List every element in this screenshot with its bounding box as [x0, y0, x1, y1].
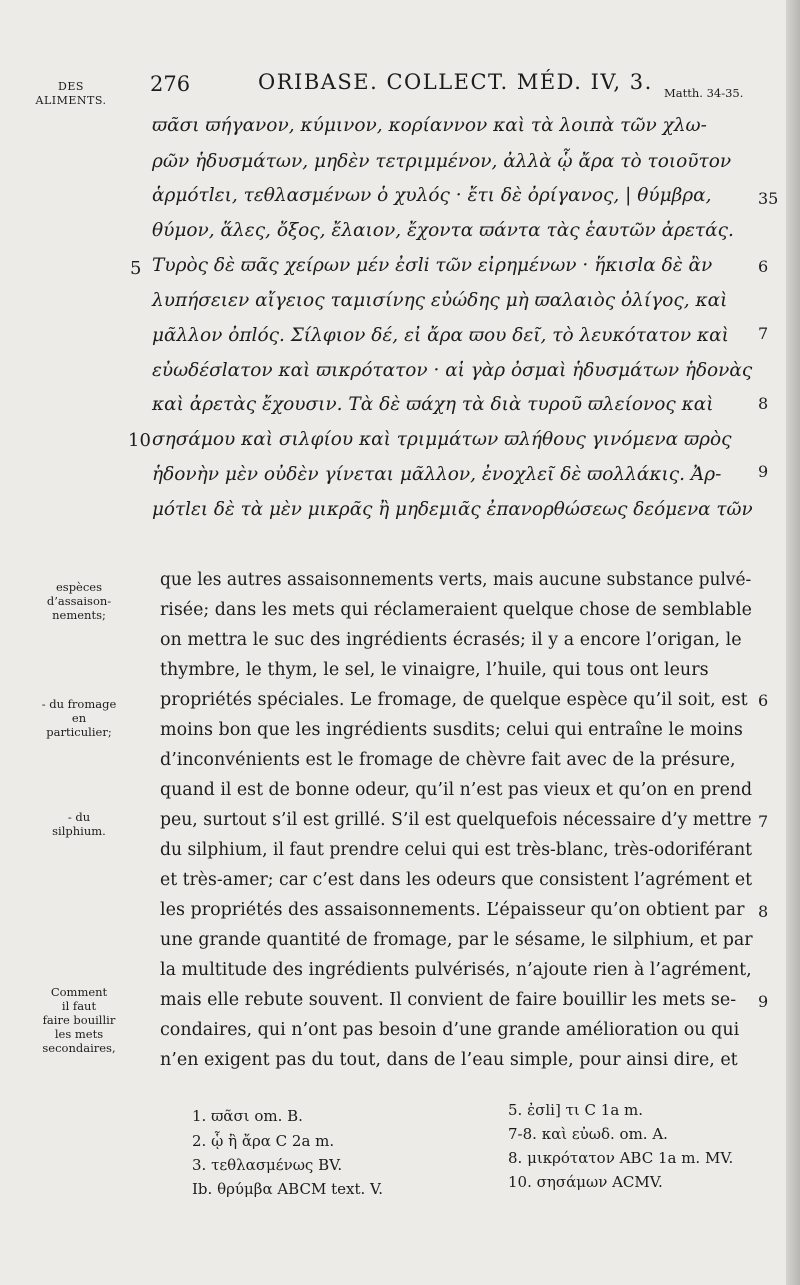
margin-note-line: - du [67, 810, 91, 824]
margin-note-line: nements; [52, 608, 106, 622]
french-line: mais elle rebute souvent. Il convient de faire bouillir les mets se- [160, 990, 737, 1010]
french-line: condaires, qui n’ont pas besoin d’une grande amélioration ou qui [160, 1020, 740, 1040]
footnote: 5. ἐσli] τι C 1a m. [508, 1101, 644, 1119]
section-number: 6 [758, 691, 769, 710]
section-number: 9 [758, 462, 769, 481]
greek-line: σησάμου καὶ σιλφίου καὶ τριμμάτων ϖλήθους γινόμενα ϖρὸς [152, 429, 732, 450]
section-number: 8 [758, 394, 769, 413]
footnote: 10. σησάμων ACMV. [508, 1173, 663, 1191]
french-line: quand il est de bonne odeur, qu’il n’est pas vieux et qu’on en prend [160, 780, 753, 800]
section-label-line: DES [58, 80, 84, 93]
french-line: une grande quantité de fromage, par le sésame, le silphium, et par [160, 930, 753, 950]
french-line: les propriétés des assaisonnements. L’épaisseur qu’on obtient par [160, 900, 745, 920]
french-line: la multitude des ingrédients pulvérisés, n’ajoute rien à l’agrément, [160, 960, 752, 980]
french-line: peu, surtout s’il est grillé. S’il est quelquefois nécessaire d’y mettre [160, 810, 752, 830]
margin-note-line: Comment [50, 985, 108, 999]
greek-line: Τυρὸς δὲ ϖᾶς χείρων μέν ἐσli τῶν εἰρημένων · ἥκισlα δὲ ἂν [152, 255, 713, 276]
greek-line: μότlει δὲ τὰ μὲν μικρᾶς ἢ μηδεμιᾶς ἐπανορθώσεως δεόμενα τῶν [152, 499, 753, 520]
margin-note [34, 697, 124, 739]
section-label [30, 80, 112, 108]
section-number: 6 [758, 257, 769, 276]
margin-note-line: secondaires, [42, 1041, 116, 1055]
margin-note-line: il faut [61, 999, 97, 1013]
section-number: 7 [758, 812, 769, 831]
margin-note-line: silphium. [52, 824, 106, 838]
section-number: 8 [758, 902, 769, 921]
greek-line: ϖᾶσι ϖήγανον, κύμινον, κορίαννον καὶ τὰ λοιπὰ τῶν χλω- [152, 115, 707, 136]
margin-note [34, 985, 124, 1055]
french-line: d’inconvénients est le fromage de chèvre fait avec de la présure, [160, 750, 736, 770]
greek-line: ἁρμότlει, τεθλασμένων ὁ χυλός · ἔτι δὲ ὀρίγανος, | θύμβρα, [152, 185, 712, 206]
margin-note-line: particulier; [46, 725, 112, 739]
margin-note-line: - du fromage [41, 697, 117, 711]
greek-line: θύμον, ἅλες, ὄξος, ἔλαιον, ἔχοντα ϖάντα τὰς ἑαυτῶν ἀρετάς. [152, 220, 734, 241]
line-number: 5 [130, 258, 142, 279]
margin-note-line: espèces [55, 580, 103, 594]
french-line: moins bon que les ingrédients susdits; celui qui entraîne le moins [160, 720, 743, 740]
margin-note-line: faire bouillir [42, 1013, 116, 1027]
footnote: 2. ᾧ ἢ ἄρα C 2a m. [192, 1132, 335, 1150]
french-line: du silphium, il faut prendre celui qui est très-blanc, très-odoriférant [160, 840, 753, 860]
edition-reference: Matth. 34-35. [664, 86, 744, 100]
section-number: 35 [758, 189, 779, 208]
french-line: que les autres assaisonnements verts, mais aucune substance pulvé- [160, 570, 752, 590]
margin-note [34, 810, 124, 838]
margin-note-line: d’assaison- [46, 594, 112, 608]
margin-note-line: en [71, 711, 87, 725]
greek-line: μᾶλλον ὀπlός. Σίλφιον δέ, εἰ ἄρα ϖου δεῖ, τὸ λευκότατον καὶ [152, 325, 729, 346]
section-label-line: ALIMENTS. [35, 94, 107, 107]
french-line: n’en exigent pas du tout, dans de l’eau simple, pour ainsi dire, et [160, 1050, 738, 1070]
footnote: 7-8. καὶ εὐωδ. om. A. [508, 1125, 668, 1143]
margin-note [34, 580, 124, 622]
section-number: 7 [758, 324, 769, 343]
footnote: 8. μικρότατον ABC 1a m. MV. [508, 1149, 734, 1167]
french-line: on mettra le suc des ingrédients écrasés; il y a encore l’origan, le [160, 630, 742, 650]
footnote: 3. τεθλασμένως BV. [192, 1156, 343, 1174]
line-number: 10 [128, 430, 151, 451]
page-number: 276 [150, 72, 191, 96]
section-number: 9 [758, 992, 769, 1011]
greek-line: λυπήσειεν αἴγειος ταμισίνης εὐώδης μὴ ϖαλαιὸς ὀλίγος, καὶ [152, 290, 728, 311]
footnote: Ib. θρύμβα ABCM text. V. [192, 1180, 383, 1198]
margin-note-line: les mets [54, 1027, 104, 1041]
french-line: risée; dans les mets qui réclameraient quelque chose de semblable [160, 600, 752, 620]
french-line: et très-amer; car c’est dans les odeurs que consistent l’agrément et [160, 870, 753, 890]
running-title: ORIBASE. COLLECT. MÉD. IV, 3. [258, 70, 653, 94]
greek-line: καὶ ἀρετὰς ἔχουσιν. Τὰ δὲ ϖάχη τὰ διὰ τυροῦ ϖλείονος καὶ [152, 394, 714, 415]
greek-line: εὐωδέσlατον καὶ ϖικρότατον · αἱ γὰρ ὀσμαὶ ἡδυσμάτων ἡδονὰς [152, 360, 753, 381]
french-line: propriétés spéciales. Le fromage, de quelque espèce qu’il soit, est [160, 690, 748, 710]
french-line: thymbre, le thym, le sel, le vinaigre, l’huile, qui tous ont leurs [160, 660, 709, 680]
greek-line: ἡδονὴν μὲν οὐδὲν γίνεται μᾶλλον, ἐνοχλεῖ δὲ ϖολλάκις. Ἀρ- [152, 464, 722, 485]
footnote: 1. ϖᾶσι om. B. [192, 1107, 303, 1125]
page-edge-shadow [786, 0, 800, 1285]
greek-line: ρῶν ἡδυσμάτων, μηδὲν τετριμμένον, ἀλλὰ ᾧ ἄρα τὸ τοιοῦτον [152, 151, 732, 172]
